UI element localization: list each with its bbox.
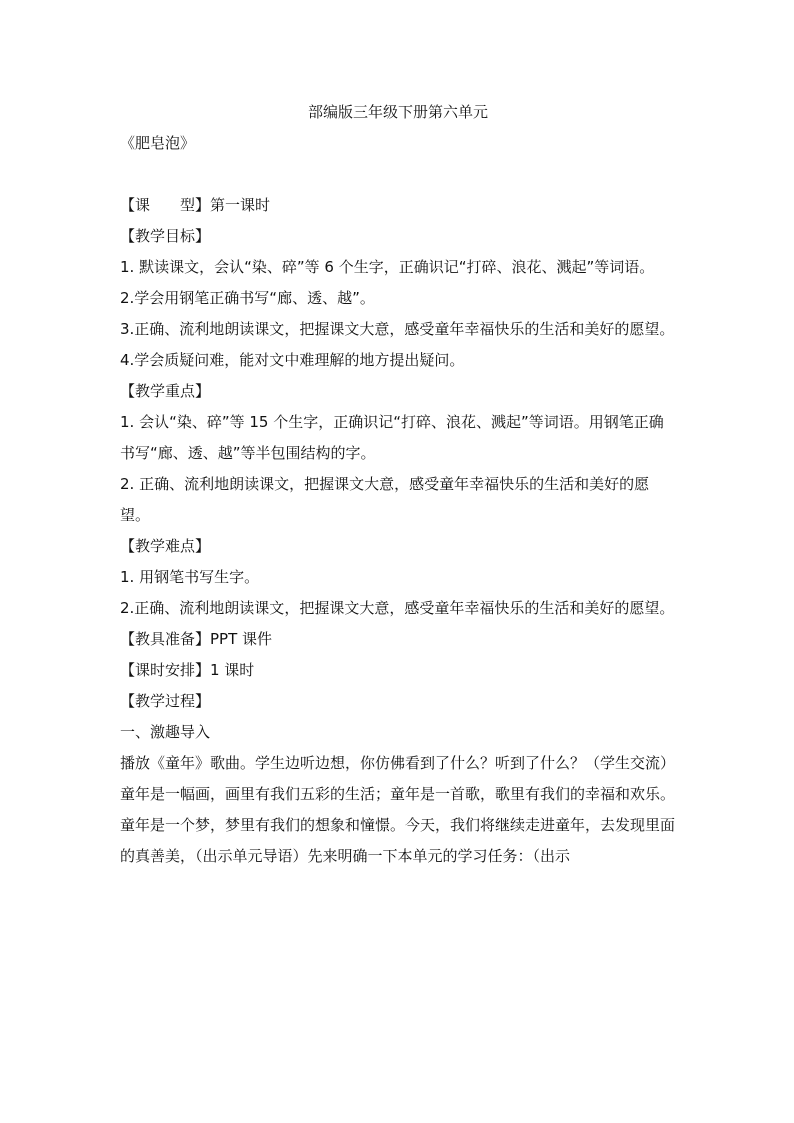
materials-line: 【教具准备】PPT 课件 bbox=[120, 630, 273, 648]
key-point-item-2: 2. 正确、流利地朗读课文，把握课文大意，感受童年幸福快乐的生活和美好的愿望。 bbox=[120, 475, 650, 524]
goal-item-2: 2.学会用钢笔正确书写“廊、透、越”。 bbox=[120, 289, 375, 307]
schedule-line: 【课时安排】1 课时 bbox=[120, 661, 255, 679]
key-point-item-1: 1. 会认“染、碎”等 15 个生字，正确识记“打碎、浪花、溅起”等词语。用钢笔正确书写“廊、透、越”等半包围结构的字。 bbox=[120, 413, 664, 462]
process-paragraph-2: 童年是一幅画，画里有我们五彩的生活；童年是一首歌，歌里有我们的幸福和欢乐。童年是一个梦，梦里有我们的想象和憧憬。今天，我们将继续走进童年，去发现里面的真善美，（出示单元导语）先来明确一下本单元的学习任务：（出示 bbox=[120, 785, 676, 865]
process-heading: 【教学过程】 bbox=[120, 692, 211, 710]
goal-item-1: 1. 默读课文，会认“染、碎”等 6 个生字，正确识记“打碎、浪花、溅起”等词语。 bbox=[120, 258, 655, 276]
goals-heading: 【教学目标】 bbox=[120, 227, 211, 245]
goal-item-3: 3.正确、流利地朗读课文，把握课文大意，感受童年幸福快乐的生活和美好的愿望。 bbox=[120, 320, 675, 338]
document-content bbox=[120, 98, 676, 872]
key-points-heading: 【教学重点】 bbox=[120, 382, 211, 400]
blank-line bbox=[120, 159, 676, 190]
difficulty-item-1: 1. 用钢笔书写生字。 bbox=[120, 568, 260, 586]
document-title: 部编版三年级下册第六单元 bbox=[307, 103, 488, 121]
difficulties-heading: 【教学难点】 bbox=[120, 537, 211, 555]
course-type: 【课 型】第一课时 bbox=[120, 196, 271, 214]
lesson-title: 《肥皂泡》 bbox=[120, 134, 196, 152]
section-one-heading: 一、激趣导入 bbox=[120, 723, 211, 741]
process-paragraph-1: 播放《童年》歌曲。学生边听边想，你仿佛看到了什么？听到了什么？（学生交流） bbox=[120, 754, 676, 772]
goal-item-4: 4.学会质疑问难，能对文中难理解的地方提出疑问。 bbox=[120, 351, 465, 369]
difficulty-item-2: 2.正确、流利地朗读课文，把握课文大意，感受童年幸福快乐的生活和美好的愿望。 bbox=[120, 599, 675, 617]
